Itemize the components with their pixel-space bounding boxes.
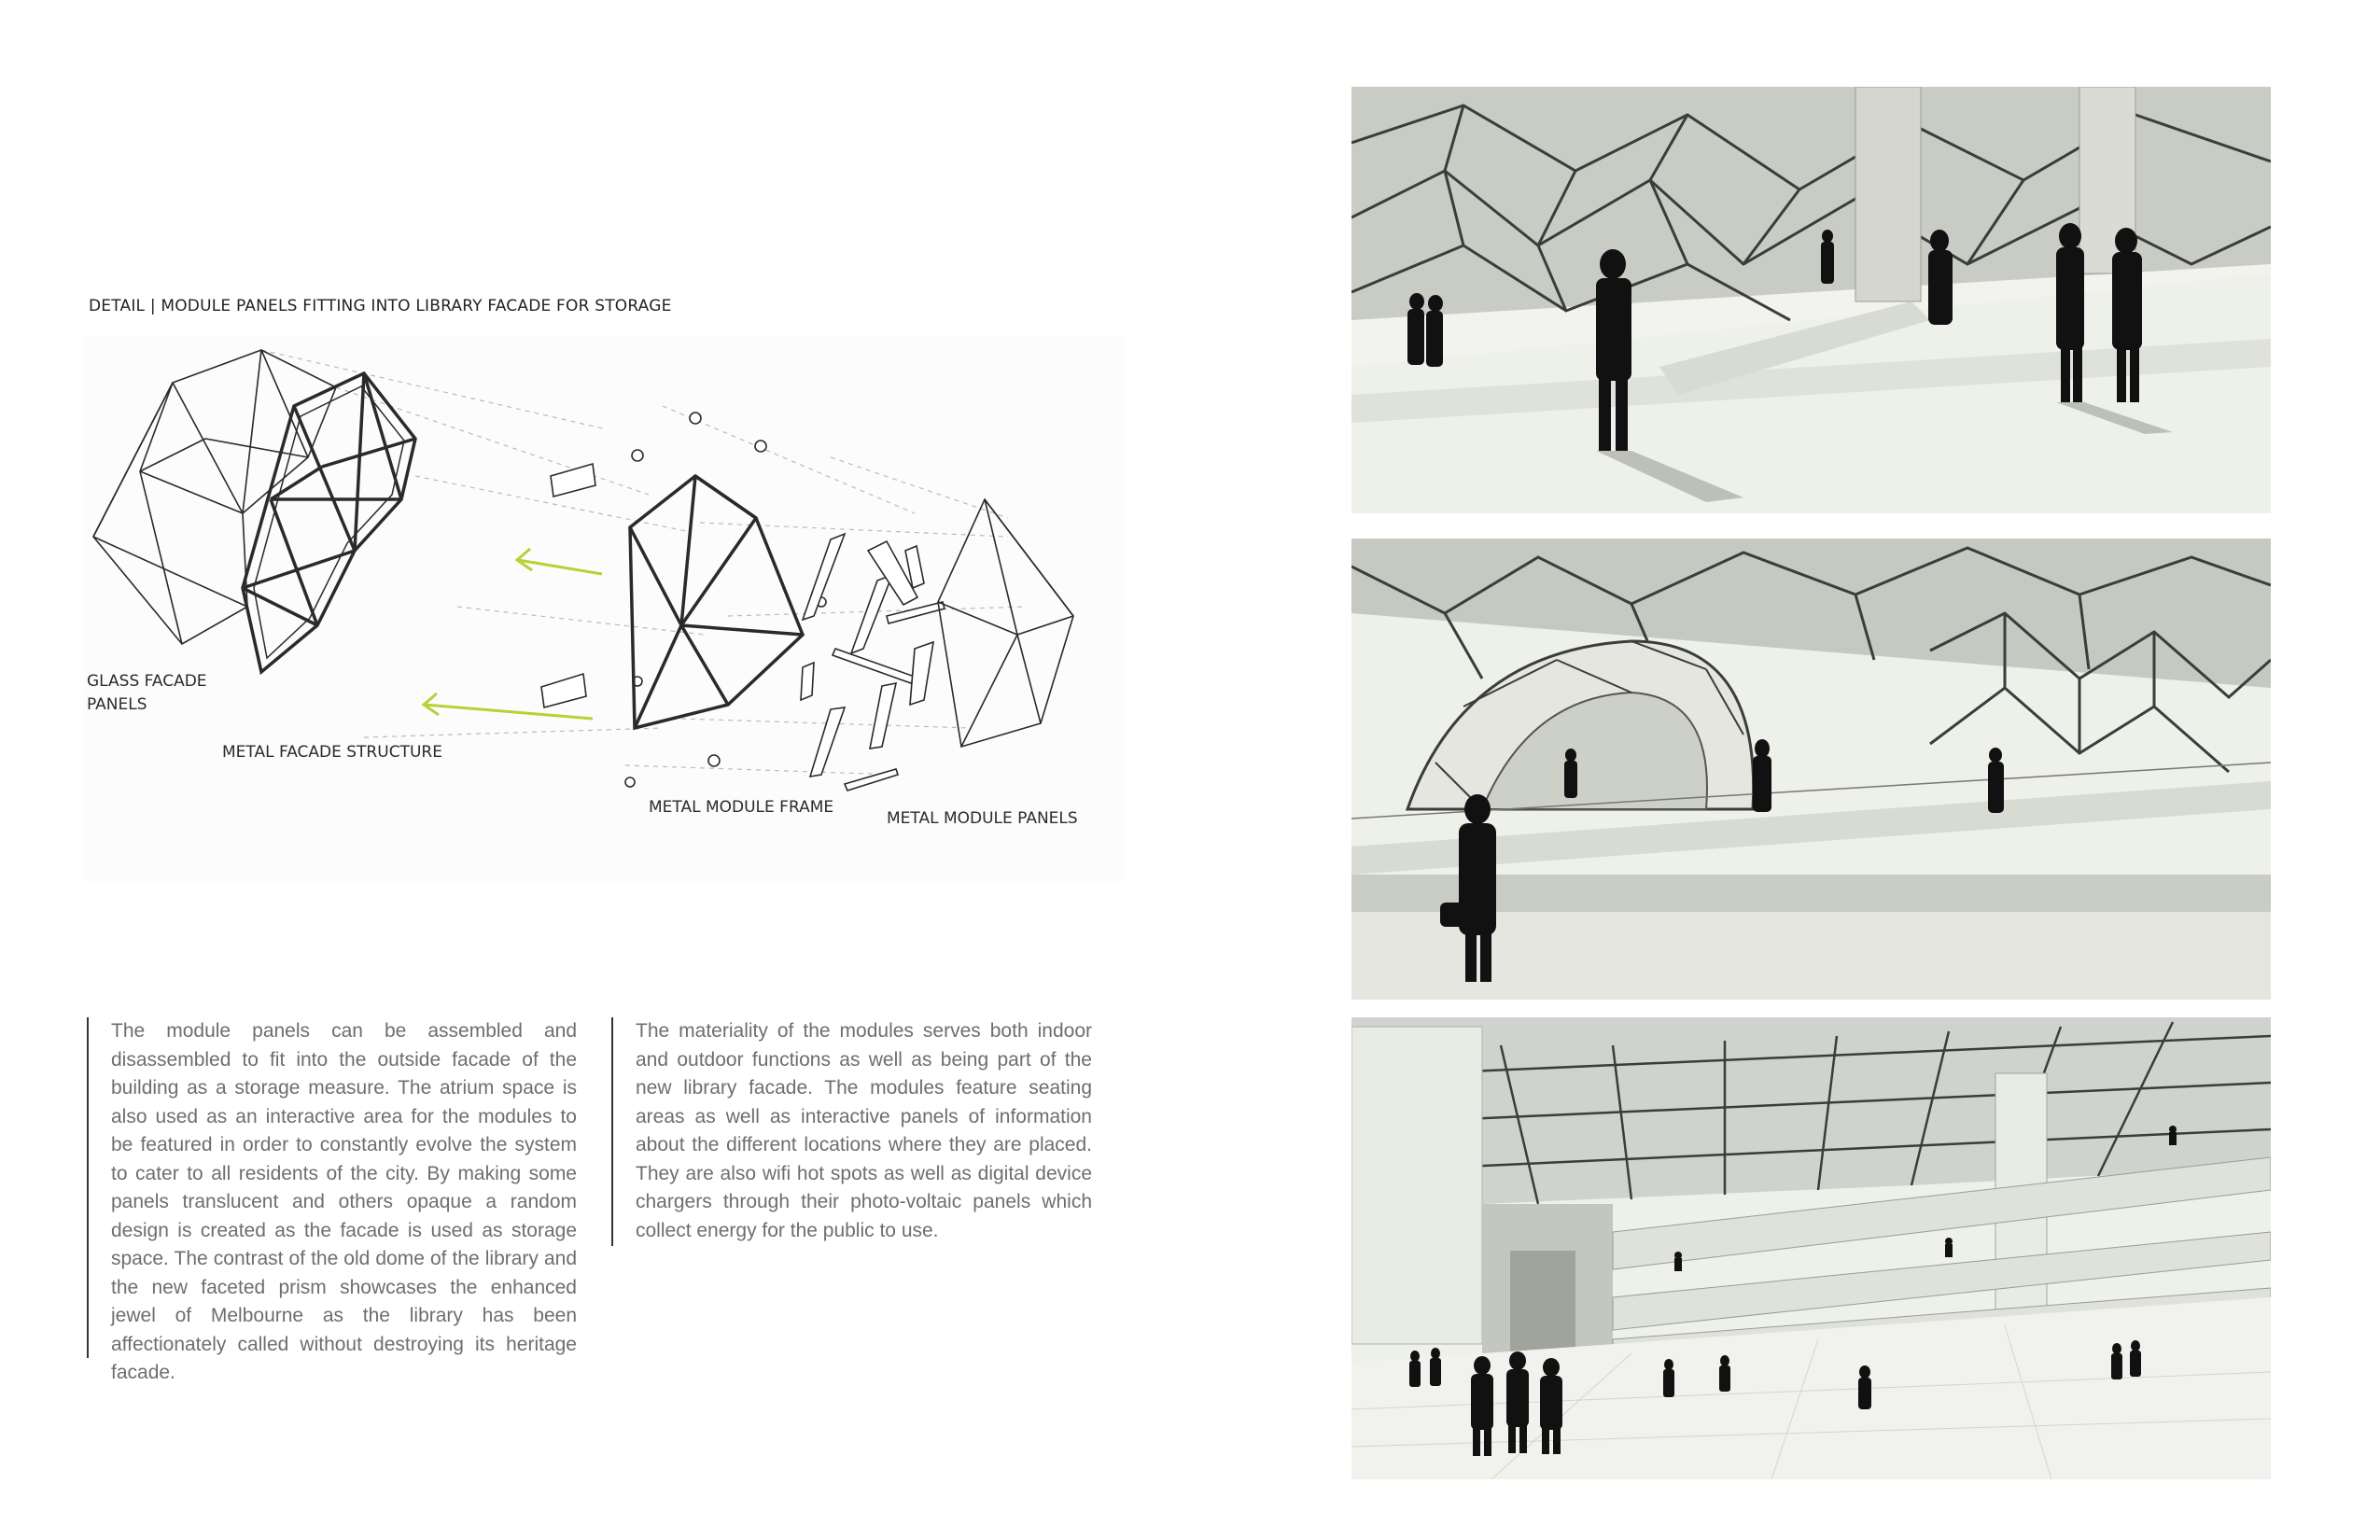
module-frame-label: METAL MODULE FRAME <box>649 798 834 817</box>
metal-module-frame <box>630 476 803 728</box>
paragraph-right: The materiality of the modules serves both indoor and outdoor functions as well as being part of the new library facade. The modules feature seating areas as well as interactive panels of information about the different locations where they are placed. They are also wifi hot spots as well as digital device chargers through their photo-voltaic panels which collect energy for the public to use. <box>611 1017 1092 1246</box>
diagram-drawing <box>84 336 1125 882</box>
metal-module-panels <box>938 499 1073 747</box>
paragraph-left: The module panels can be assembled and disassembled to fit into the outside facade of the building as a storage measure. The atrium space is also used as an interactive area for the modules to be featured in order to constantly evolve the system to cater to all residents of the city. By making some panels translucent and others opaque a random design is created as the facade is used as storage space. The contrast of the old dome of the library and the new faceted prism showcases the enhanced jewel of Melbourne as the library has been affectionately called without destroying its heritage facade. <box>87 1017 577 1358</box>
metal-facade-structure <box>243 373 415 672</box>
render-walkway <box>1351 87 2271 513</box>
detail-title: DETAIL | MODULE PANELS FITTING INTO LIBRARY FACADE FOR STORAGE <box>89 297 672 315</box>
render-glass-roof-atrium <box>1351 1017 2271 1479</box>
render-dome-atrium <box>1351 539 2271 1000</box>
metal-module-panel-pieces <box>801 534 945 791</box>
metal-structure-label: METAL FACADE STRUCTURE <box>222 743 442 762</box>
glass-facade-label: GLASS FACADE PANELS <box>87 672 207 714</box>
module-panels-label: METAL MODULE PANELS <box>887 809 1078 828</box>
glass-facade-panels <box>93 350 336 644</box>
exploded-module-diagram <box>84 336 1125 882</box>
